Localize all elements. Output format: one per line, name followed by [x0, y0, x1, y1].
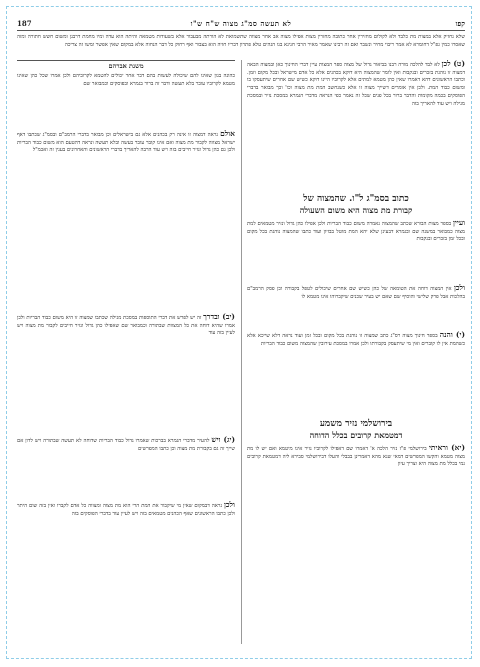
paragraph	[247, 60, 465, 190]
paragraph	[247, 331, 465, 415]
column-divider	[241, 60, 242, 644]
two-column-body	[17, 60, 465, 644]
header-title: לא תעשה סמ"ג מצוה ש"ח ש"ו	[190, 19, 292, 28]
paragraph-text: זה יש לפרש את דברי התוספות במסכת מגילה שכתבו שמצוה זו היא משום כבוד הבריות ולכן אמרו שהיא דוחה את כל המצוות שבתורה וכמבואר שם שאפילו כהן גדול ונזיר חייבים לקבור מת מצוה ויש לעיין בזה עוד	[17, 315, 235, 337]
right-column	[247, 60, 465, 644]
running-header	[17, 18, 465, 31]
paragraph	[247, 219, 465, 281]
paragraph	[17, 313, 235, 433]
section-subheading: דמטמאת קרובים בכלל הדוחה	[309, 430, 403, 440]
section-heading: כתוב בסמ"ג ל"ו. שהמצוה של	[303, 194, 409, 204]
paragraph-text: כהונה בגון שאינו להם שיכולה לעשות בהם דבר אחר יכולים להטמא לקרוביהם ולכן אמרו שכל כהן שאינו מטמא לקרוביו עובר בלא תעשה ודבר זה ברור בגמרא ובפוסקים וכמבואר שם	[17, 73, 235, 87]
paragraph-lead: (יג) ויש	[211, 436, 235, 444]
heading-rule	[17, 60, 235, 61]
paragraph	[17, 436, 235, 498]
paragraph-text: בספר חינוך מצוה רס"ג כתב שמצוה זו נוהגת בכל מקום ובכל זמן ועוד נראה דלא שייכא אלא כשהמת אין לו קוברים ואין מי שיתעסק בקבורתו ולכן אמרו במסכת עירובין שהמצוה משום כבוד הבריות	[247, 333, 465, 347]
section-heading: בירושלמי נזיר משמע	[319, 419, 393, 429]
section-subheading: קבורת מת מצוה היא משום השעולה	[299, 205, 413, 215]
page-number-left: 187	[17, 19, 32, 28]
paragraph-lead: (יא) וראיתי	[428, 444, 465, 452]
paragraph-text: בספר מצות הבורא שכתב שהמצוה נאמרה משום כבוד הבריות ולכן אפילו כהן גדול ונזיר מטמאים למת מצוה כמבואר במשנה שם ובגמרא דבעינן שלא יהא המת מוטל בבזיון ועוד כתבו שהמצוה נוהגת בכל מקום ובכל זמן בזכרים ובנקבות	[247, 221, 465, 243]
paragraph	[247, 444, 465, 564]
intro-text: שלא נחזיק אלא במצות מת כלבד ולא לקולום מחזירין אחר כתובה מחזרין מצות אפילו מצוה אב אחר מצווה שתשמואת לא הורתה מבעבור אלא בשעודות מטמאה והיתה הוא עדה ומיו מחמת דרבנן ומשום חשש חתורה ומזה שאסרו כמין גפ"ל דחומרא לא אמר ריבוי מחיר ונשבר ואם זה רבינו שאמר מאיר הרבי חנינא בנו הגהים טלא פתרון דבריו חזיה הוא בצבור ואף רחוק כל דבר הנחוה אלא במקום שאין אפשר ומשו זה צריכה	[17, 34, 465, 48]
document-page	[17, 18, 465, 646]
paragraph-lead: (ט) לכן	[441, 60, 465, 68]
commentary-heading: משנת אברהם	[108, 62, 144, 70]
paragraph-text: נראה דבמקום שאין מי שיקבור את המת הרי הוא מת מצוה ומצווה כל אדם לקברו ואין בזה שום היתר ולכן כתבו הראשונים שאף הכהנים מטמאים בזה ויש לעיין עוד בדברי הפוסקים בזה	[17, 503, 235, 517]
paragraph-text: אין המצוה דוחה את הטומאה של כהן כשיש שם אחרים שיכולים לטפל בקבורה וכן פסק הרמב"ם בהלכות אבל פרק שלישי והוסיף שם שאם יש בעיר שכנים שיקברוהו אינו מטמא לו	[247, 286, 465, 300]
paragraph-lead: אולם	[220, 130, 235, 138]
paragraph	[17, 73, 235, 127]
paragraph-text: בירושלמי פ"ז נזיר הלכה א' דאמרו שם דאפילו לקרוביו נזיר אינו מיטמא ואם יש לו מת מצוה מטמא והקשו המפרשים דמאי שנא מהא דאמרינן בבבלי והעלו דבירושלמי סבירא ליה דמטמאת קרובים נמי בכלל מת מצוה היא וצריך עיון	[247, 446, 465, 468]
paragraph	[17, 130, 235, 310]
paragraph	[247, 284, 465, 328]
paragraph-text: נראה דמצוה זו אינה רק בכהנים אלא גם בישראלים וכן מבואר בדברי הרמב"ם ובסמ"ג שכתבו דאף ישראל מצווה לקבור מת מצוה ואם אינו קובר עובר בעשה ובלא תעשה ונראה דהטעם הוא משום כבוד הבריות ולכן גם כהן גדול ונזיר חייבים בזה ויש עוד הרבה להאריך בדברי הראשונים והאחרונים בענין זה ואכמ"ל	[17, 132, 235, 154]
paragraph-lead: (י) והנה	[439, 331, 465, 339]
paragraph	[17, 501, 235, 611]
paragraph-lead: ועיין	[453, 219, 465, 227]
paragraph-lead: ולכן	[453, 284, 465, 292]
left-column	[17, 60, 235, 644]
paragraph-text: לא לבד להלכה מורה רבנו בביאור גדול של מצוה ספר המצות עיין דברי החינוך כאן ובמצוה הבאה דמצוה זו נוהגת בזכרים ובנקבות ואין לומר שהמצוה היא דוקא בכהנים אלא כל אדם מישראל ובכל מקום וזמן. וכתבו הראשונים דהא דאמרו שאין כהן מטמא למתים אלא לקרוביו היינו דוקא כשיש שם אחרים שיתעסקו בו ומשום כבוד המת. ולכן אין אומרים דשייך מצוה זו אלא כשנחשב המת מת מצוה וכו' וכך מבואר בדברי הפוסקים בכמה מקומות והדבר ברור בכל פנים שכל זה נאמר כפי הנראה מדברי הגמרא במסכת נזיר ובמסכת מגילה ויש עוד להאריך בזה	[247, 62, 465, 107]
paragraph-lead: (יב) ובדרך	[203, 313, 235, 321]
paragraph-text: להעיר מדברי הגמרא בברכות שאמרו גדול כבוד הבריות שדוחה לא תעשה שבתורה ויש לדון אם שייך זה גם בקבורת מת מצוה וכן כתבו המפרשים	[17, 438, 235, 452]
page-number-right: קפו	[455, 19, 465, 28]
paragraph-lead: ולכן	[223, 501, 235, 509]
